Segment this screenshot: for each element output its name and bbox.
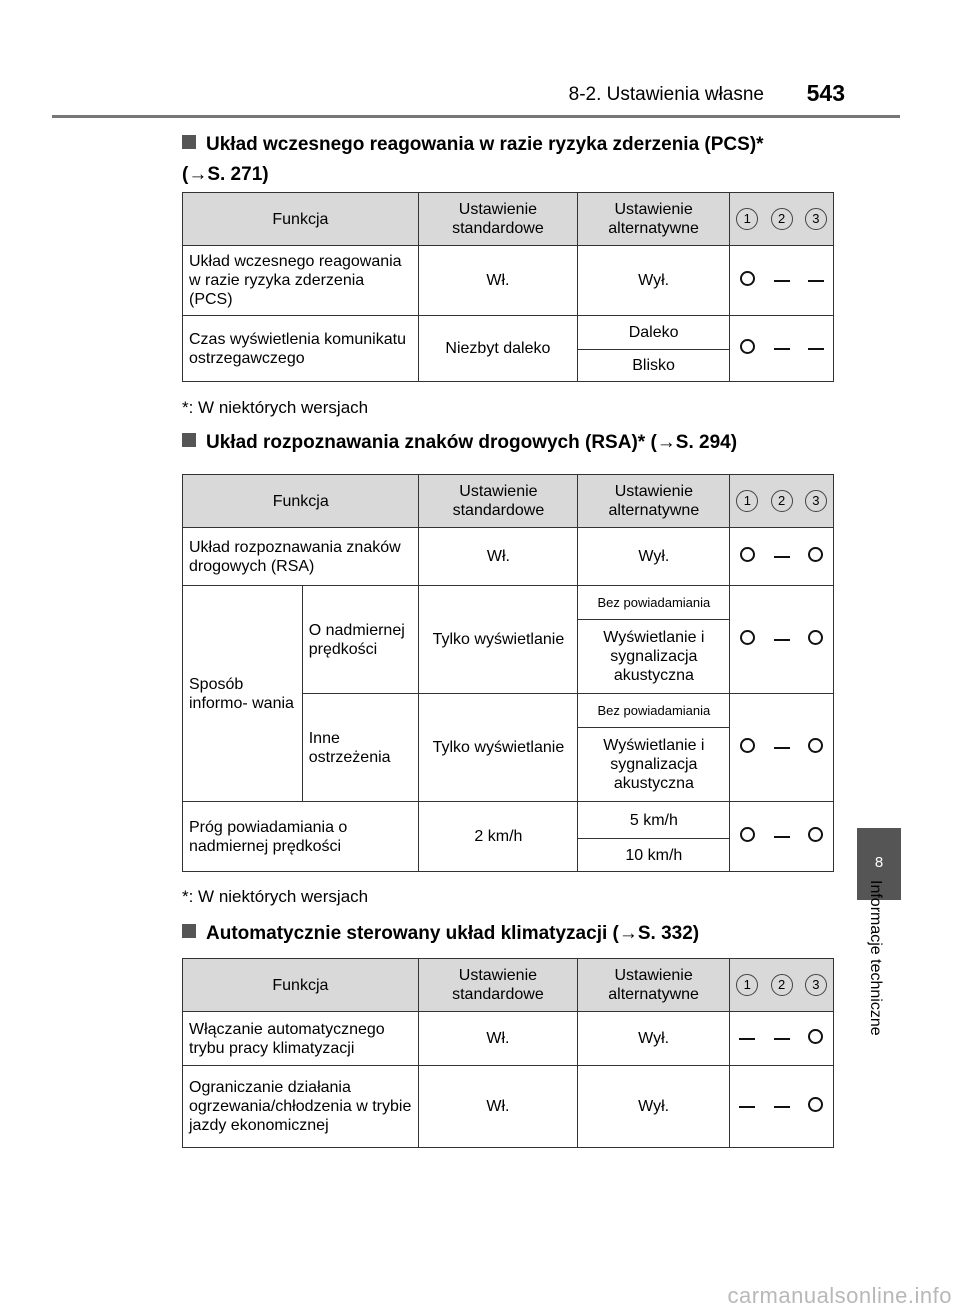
not-available-dash-icon [774,280,790,282]
circled-number-1-icon: 1 [736,490,758,512]
table-row [183,1012,834,1066]
availability-cell [764,1012,798,1066]
alternative-cell: 10 km/h [578,839,730,872]
subfunction-cell: Inne ostrzeżenia [302,694,419,802]
footnote: *: W niektórych wersjach [182,398,369,417]
not-available-dash-icon [774,348,790,350]
availability-cell [764,316,798,382]
available-circle-icon [808,630,823,645]
header-alternative: Ustawienie alternatywne [578,193,730,246]
table-header-row [183,475,834,528]
header-col-3 [799,959,834,1012]
footnote: *: W niektórych wersjach [182,887,369,906]
header-standard: Ustawienie standardowe [418,193,577,246]
standard-cell: Wł. [419,528,578,586]
not-available-dash-icon [774,1038,790,1040]
availability-cell [765,802,799,872]
page-number: 543 [806,80,845,106]
standard-cell: Wł. [418,246,577,316]
section-title-text: Automatycznie sterowany układ klimatyzacji [206,923,613,944]
page-header [0,0,960,120]
header-col-3 [799,193,834,246]
header-rule [52,115,900,118]
header-col-1 [730,959,765,1012]
table-row [183,246,834,316]
availability-cell [730,528,765,586]
standard-cell: Tylko wyświetlanie [419,586,578,694]
table-row [183,528,834,586]
section-title-rsa [182,428,842,458]
header-function: Funkcja [183,475,419,528]
header-col-2 [765,475,799,528]
standard-cell: Wł. [418,1066,577,1148]
available-circle-icon [740,271,755,286]
alternative-cell: Wył. [578,1066,730,1148]
subfunction-cell: O nadmiernej prędkości [302,586,419,694]
settings-table-pcs [182,192,834,382]
chapter-label-text: Informacje techniczne [867,880,884,1036]
table-row [183,802,834,839]
availability-cell [799,528,834,586]
header-col-3 [799,475,834,528]
header-col-1 [730,193,765,246]
section-bullet-icon [182,924,196,938]
availability-cell [730,802,765,872]
available-circle-icon [808,1029,823,1044]
alternative-cell: Daleko [578,316,730,350]
function-cell: Układ rozpoznawania znaków drogowych (RSA) [183,528,419,586]
alternative-cell: Bez powiadamiania [578,694,730,728]
standard-cell: Niezbyt daleko [418,316,577,382]
header-standard: Ustawienie standardowe [418,959,577,1012]
settings-table-rsa [182,474,834,872]
available-circle-icon [740,827,755,842]
alternative-cell: Wyświetlanie i sygnalizacja akustyczna [578,620,730,694]
availability-cell [765,528,799,586]
available-circle-icon [740,547,755,562]
availability-cell [730,1066,765,1148]
header-standard: Ustawienie standardowe [419,475,578,528]
alternative-cell: Wył. [578,246,730,316]
alternative-cell: Bez powiadamiania [578,586,730,620]
table-header-row [183,959,834,1012]
function-cell: Próg powiadamiania o nadmiernej prędkości [183,802,419,872]
not-available-dash-icon [774,836,790,838]
section-page-ref[interactable]: (→S. 294) [650,432,738,453]
circled-number-2-icon: 2 [771,490,793,512]
availability-cell [730,586,765,694]
header-col-2 [764,193,798,246]
running-title: 8-2. Ustawienia własne [568,84,764,105]
not-available-dash-icon [739,1106,755,1108]
availability-cell [799,1012,834,1066]
section-page-ref[interactable]: (→S. 332) [612,923,700,944]
available-circle-icon [740,339,755,354]
alternative-cell: Wył. [578,1012,730,1066]
header-function: Funkcja [183,193,419,246]
section-title-pcs [182,130,842,190]
not-available-dash-icon [739,1038,755,1040]
function-cell: Sposób informo- wania [183,586,303,802]
section-title-climate [182,919,842,949]
header-alternative: Ustawienie alternatywne [578,959,730,1012]
standard-cell: 2 km/h [419,802,578,872]
availability-cell [765,694,799,802]
not-available-dash-icon [774,1106,790,1108]
header-function: Funkcja [183,959,419,1012]
header-col-2 [764,959,798,1012]
function-cell: Czas wyświetlenia komunikatu ostrzegawczego [183,316,419,382]
availability-cell [730,1012,765,1066]
chapter-number: 8 [874,854,884,871]
not-available-dash-icon [774,747,790,749]
function-cell: Ograniczanie działania ogrzewania/chłodzenia w trybie jazdy ekonomicznej [183,1066,419,1148]
available-circle-icon [808,738,823,753]
alternative-cell: Wył. [578,528,730,586]
section-page-ref[interactable]: (→S. 271) [182,164,269,185]
availability-cell [764,246,798,316]
availability-cell [730,316,765,382]
watermark: carmanualsonline.info [727,1283,952,1308]
availability-cell [799,246,834,316]
header-alternative: Ustawienie alternatywne [578,475,730,528]
available-circle-icon [740,738,755,753]
section-bullet-icon [182,433,196,447]
section-title-text: Układ rozpoznawania znaków drogowych (RSA)* [206,432,651,453]
table-row [183,1066,834,1148]
settings-table-climate [182,958,834,1148]
circled-number-1-icon: 1 [736,974,758,996]
circled-number-2-icon: 2 [771,974,793,996]
circled-number-2-icon: 2 [771,208,793,230]
table-header-row [183,193,834,246]
availability-cell [799,586,834,694]
section-title-text: Układ wczesnego reagowania w razie ryzyka zderzenia (PCS)* [206,134,764,155]
alternative-cell: 5 km/h [578,802,730,839]
available-circle-icon [808,827,823,842]
not-available-dash-icon [808,348,824,350]
chapter-label [866,880,888,1100]
available-circle-icon [740,630,755,645]
available-circle-icon [808,1097,823,1112]
circled-number-3-icon: 3 [805,974,827,996]
availability-cell [799,694,834,802]
availability-cell [799,316,834,382]
alternative-cell: Wyświetlanie i sygnalizacja akustyczna [578,728,730,802]
header-col-1 [730,475,765,528]
alternative-cell: Blisko [578,350,730,382]
function-cell: Układ wczesnego reagowania w razie ryzyka zderzenia (PCS) [183,246,419,316]
circled-number-1-icon: 1 [736,208,758,230]
availability-cell [764,1066,798,1148]
table-row [183,316,834,350]
not-available-dash-icon [774,556,790,558]
standard-cell: Tylko wyświetlanie [419,694,578,802]
availability-cell [765,586,799,694]
circled-number-3-icon: 3 [805,490,827,512]
availability-cell [799,1066,834,1148]
availability-cell [799,802,834,872]
not-available-dash-icon [808,280,824,282]
standard-cell: Wł. [418,1012,577,1066]
availability-cell [730,246,765,316]
table-row [183,586,834,620]
availability-cell [730,694,765,802]
section-bullet-icon [182,135,196,149]
available-circle-icon [808,547,823,562]
circled-number-3-icon: 3 [805,208,827,230]
function-cell: Włączanie automatycznego trybu pracy klimatyzacji [183,1012,419,1066]
not-available-dash-icon [774,639,790,641]
